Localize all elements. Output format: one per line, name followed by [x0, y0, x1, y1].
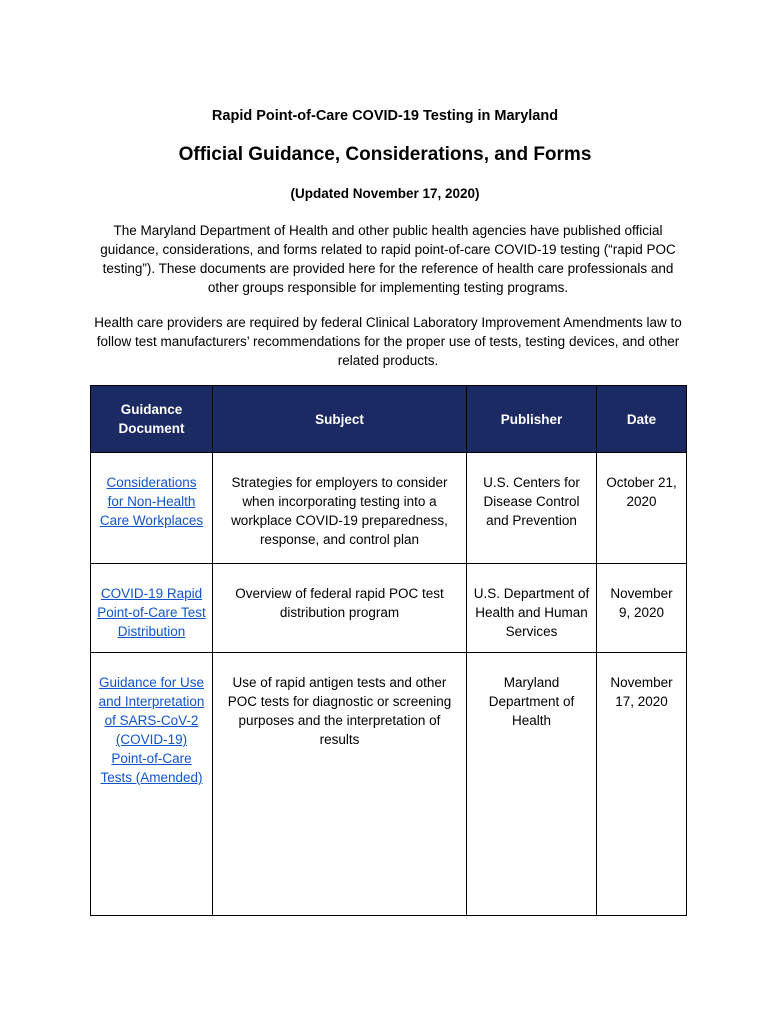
- table-row: [91, 453, 687, 564]
- document-cell: [91, 653, 213, 916]
- document-link[interactable]: COVID-19 Rapid Point-of-Care Test Distribution: [97, 586, 206, 639]
- publisher-cell: Maryland Department of Health: [467, 653, 597, 916]
- document-subtitle: Rapid Point-of-Care COVID-19 Testing in Maryland: [211, 108, 559, 124]
- column-header-date: Date: [597, 386, 687, 453]
- date-cell: November 9, 2020: [597, 564, 687, 653]
- publisher-cell: U.S. Department of Health and Human Services: [467, 564, 597, 653]
- intro-paragraph: The Maryland Department of Health and other public health agencies have published official guidance, considerations, and forms related to rapid point-of-care COVID-19 testing (“rapid POC testing”). These documents are provided here for the reference of health care professionals and other groups responsible for implementing testing programs.: [100, 223, 676, 295]
- table-row: [91, 653, 687, 916]
- page-title: Official Guidance, Considerations, and Forms: [178, 144, 592, 165]
- subject-cell: Use of rapid antigen tests and other POC tests for diagnostic or screening purposes and the interpretation of results: [213, 653, 467, 916]
- column-header-guidance-document: Guidance Document: [91, 386, 213, 453]
- subject-cell: Overview of federal rapid POC test distribution program: [213, 564, 467, 653]
- column-header-publisher: Publisher: [467, 386, 597, 453]
- updated-date: (Updated November 17, 2020): [290, 186, 480, 201]
- subject-cell: Strategies for employers to consider when incorporating testing into a workplace COVID-19 preparedness, response, and control plan: [213, 453, 467, 564]
- requirements-paragraph: Health care providers are required by federal Clinical Laboratory Improvement Amendments law to follow test manufacturers’ recommendations for the proper use of tests, testing devices, and other related products.: [94, 315, 682, 368]
- column-header-subject: Subject: [213, 386, 467, 453]
- document-link[interactable]: Considerations for Non-Health Care Workplaces: [99, 475, 204, 528]
- table-row: [91, 564, 687, 653]
- table-header-row: [91, 386, 687, 453]
- document-link[interactable]: Guidance for Use and Interpretation of SARS-CoV-2 (COVID-19) Point-of-Care Tests (Amended): [98, 675, 205, 785]
- publisher-cell: U.S. Centers for Disease Control and Prevention: [467, 453, 597, 564]
- guidance-table: [90, 385, 687, 916]
- document-cell: [91, 453, 213, 564]
- date-cell: November 17, 2020: [597, 653, 687, 916]
- date-cell: October 21, 2020: [597, 453, 687, 564]
- document-cell: [91, 564, 213, 653]
